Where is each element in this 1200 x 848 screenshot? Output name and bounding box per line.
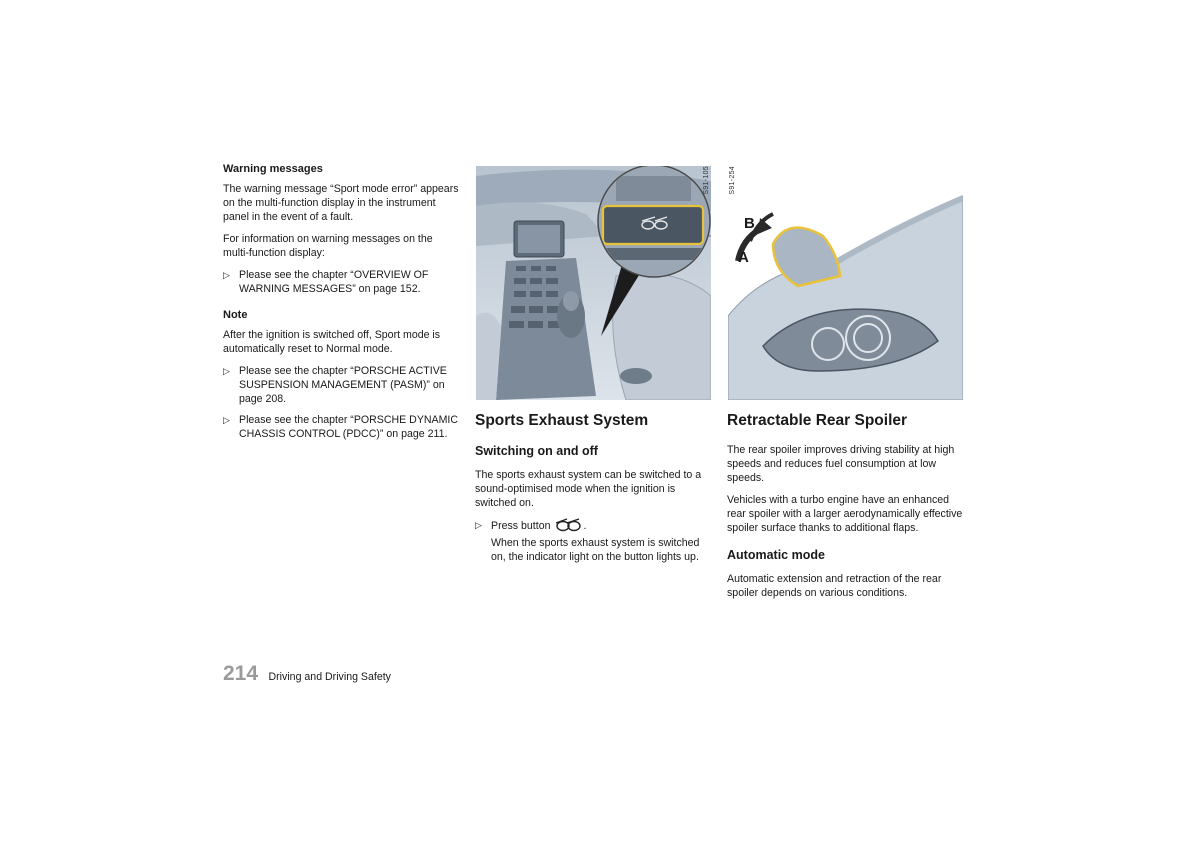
rear-spoiler-illustration xyxy=(728,166,963,400)
sports-exhaust-icon xyxy=(553,518,583,536)
center-console-illustration xyxy=(476,166,711,400)
rear-spoiler-paragraph-1: The rear spoiler improves driving stability at high speeds and reduces fuel consumption at low speeds. xyxy=(727,444,955,484)
label-a: A xyxy=(738,249,749,266)
warning-bullet-text: Please see the chapter “OVERVIEW OF WARNING MESSAGES” on page 152. xyxy=(239,269,429,295)
section-name: Driving and Driving Safety xyxy=(268,671,391,683)
warning-paragraph-1: The warning message “Sport mode error” appears on the multi-function display in the instrument panel in the event of a fault. xyxy=(223,183,459,223)
note-bullet xyxy=(223,364,459,406)
page-number: 214 xyxy=(223,662,259,685)
label-b: B xyxy=(744,215,755,232)
press-button-continuation: When the sports exhaust system is switched on, the indicator light on the button lights up. xyxy=(491,537,700,563)
triangle-right-icon: ▷ xyxy=(223,415,230,425)
left-column xyxy=(223,162,459,448)
note-bullet-text: Please see the chapter “PORSCHE ACTIVE SUSPENSION MANAGEMENT (PASM)” on page 208. xyxy=(239,365,447,405)
figure-code-middle: S91-105 xyxy=(703,166,710,195)
warning-paragraph-2: For information on warning messages on the multi-function display: xyxy=(223,233,433,259)
note-bullet xyxy=(223,413,459,441)
press-button-bullet xyxy=(475,518,711,564)
note-paragraph: After the ignition is switched off, Sport mode is automatically reset to Normal mode. xyxy=(223,329,441,355)
sports-exhaust-figure xyxy=(476,166,711,400)
automatic-mode-subheading: Automatic mode xyxy=(727,548,825,562)
sports-exhaust-paragraph: The sports exhaust system can be switched to a sound-optimised mode when the ignition is switched on. xyxy=(475,469,702,509)
figure-code-right: S91-254 xyxy=(729,166,736,195)
right-column xyxy=(727,412,967,608)
note-bullet-text: Please see the chapter “PORSCHE DYNAMIC CHASSIS CONTROL (PDCC)” on page 211. xyxy=(239,414,459,440)
triangle-right-icon: ▷ xyxy=(475,520,482,530)
press-button-label: Press button xyxy=(491,520,551,532)
sports-exhaust-title: Sports Exhaust System xyxy=(475,412,649,429)
rear-spoiler-paragraph-2: Vehicles with a turbo engine have an enhanced rear spoiler with a larger aerodynamically effective spoiler surface thanks to additional flaps. xyxy=(727,494,963,534)
automatic-mode-paragraph: Automatic extension and retraction of the rear spoiler depends on various conditions. xyxy=(727,573,942,599)
rear-spoiler-title: Retractable Rear Spoiler xyxy=(727,412,908,429)
middle-column xyxy=(475,412,711,571)
rear-spoiler-figure xyxy=(728,166,963,400)
page-footer xyxy=(223,662,391,686)
note-heading: Note xyxy=(223,309,248,321)
warning-messages-heading: Warning messages xyxy=(223,163,323,175)
exhaust-button-highlight xyxy=(603,206,703,244)
press-button-suffix: . xyxy=(583,520,587,532)
warning-bullet xyxy=(223,268,459,296)
switching-subheading: Switching on and off xyxy=(475,444,598,458)
triangle-right-icon: ▷ xyxy=(223,366,230,376)
triangle-right-icon: ▷ xyxy=(223,270,230,280)
